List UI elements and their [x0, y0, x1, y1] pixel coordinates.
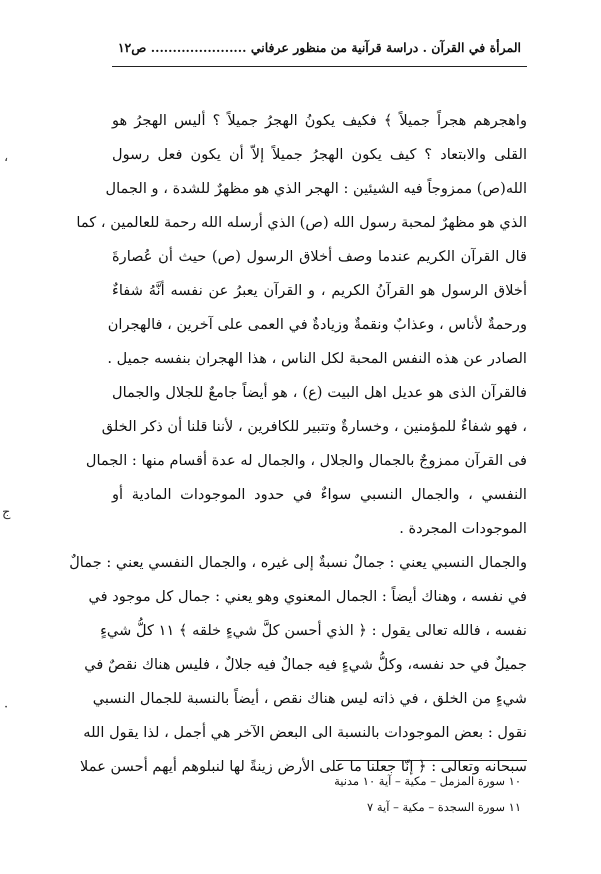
body-text: [69, 104, 527, 784]
body-line: جميلٌ في حد نفسه، وكلُّ شيءٍ فيه جمالٌ فيه جلالٌ ، فليس هناك نقصٌ في: [84, 656, 527, 673]
body-line: ، فهو شفاءٌ للمؤمنين ، وخسارةٌ وتتبير للكافرين ، لأننا قلنا أن ذكر الخلق: [101, 418, 527, 435]
body-line: الذي هو مظهرٌ لمحبة رسول الله (ص) الذي أرسله الله رحمة للعالمين ، كما: [76, 214, 527, 231]
body-line: نقول : بعض الموجودات بالنسبة الى البعض الآخر هي أجمل ، لذا يقول الله: [83, 724, 527, 741]
margin-mark: ·: [4, 700, 9, 715]
body-line: في نفسه ، وهناك أيضاً : الجمال المعنوي وهو يعني : جمال كل موجود في: [88, 588, 527, 605]
body-line: القلى والابتعاد ؟ كيف يكون الهجرُ جميلاً إلاّ أن يكون فعل رسول: [112, 146, 527, 163]
body-line: فى القرآن ممزوجٌ بالجمال والجلال ، والجمال له عدة أقسام منها : الجمال: [85, 452, 527, 469]
body-line: قال القرآن الكريم عندما وصف أخلاق الرسول (ص) حيث أن عُصارةَ: [112, 248, 527, 265]
footnote: ١١ سورة السجدة – مكية – آية ٧: [367, 800, 521, 814]
body-line: الله(ص) ممزوجاً فيه الشيئين : الهجر الذي هو مظهرٌ للشدة ، و الجمال: [105, 180, 527, 197]
body-line: الموجودات المجردة .: [399, 520, 527, 537]
footnotes: [200, 768, 521, 820]
footnote-divider: [336, 760, 527, 761]
footnote: ١٠ سورة المزمل – مكية – آية ١٠ مدنية: [334, 774, 521, 788]
body-line: أخلاق الرسول هو القرآنُ الكريم ، و القرآن يعبرُ عن نفسه أنَّهُ شفاءٌ: [112, 282, 527, 299]
body-line: الصادر عن هذه النفس المحبة لكل الناس ، هذا الهجران بنفسه جميل .: [107, 350, 527, 367]
body-line: النفسي ، والجمال النسبي سواءٌ في حدود الموجودات المادية أو: [112, 486, 527, 503]
body-line: واهجرهم هجراً جميلاً ﴾ فكيف يكونُ الهجرُ جميلاً ؟ أليس الهجرُ هو: [112, 112, 527, 129]
header-divider: [112, 66, 527, 67]
running-header: المرأة في القرآن . دراسة قرآنية من منظور عرفاني ...................... ص١٢: [117, 40, 521, 55]
body-line: سبحانه وتعالى : ﴿ إنّا جعلنا ما على الأرض زينةً لها لنبلوهم أيهم أحسن عملا: [80, 758, 527, 775]
margin-mark: ،: [4, 150, 9, 165]
margin-mark: ج: [2, 505, 11, 520]
body-line: ورحمةٌ لأناس ، وعذابٌ ونقمةٌ وزيادةٌ في العمى على آخرين ، فالهجران: [107, 316, 527, 333]
body-line: نفسه ، فالله تعالى يقول : ﴿ الذي أحسن كلَّ شيءٍ خلقه ﴾ ١١ كلُّ شيءٍ: [100, 622, 527, 639]
body-line: شيءٍ من الخلق ، في ذاته ليس هناك نقص ، أيضاً بالنسبة للجمال النسبي: [92, 690, 527, 707]
body-line: والجمال النسبي يعني : جمالٌ نسبةٌ إلى غيره ، والجمال النفسي يعني : جمالٌ: [69, 554, 527, 571]
body-line: فالقرآن الذى هو عديل اهل البيت (ع) ، هو أيضاً جامعٌ للجلال والجمال: [112, 384, 527, 401]
